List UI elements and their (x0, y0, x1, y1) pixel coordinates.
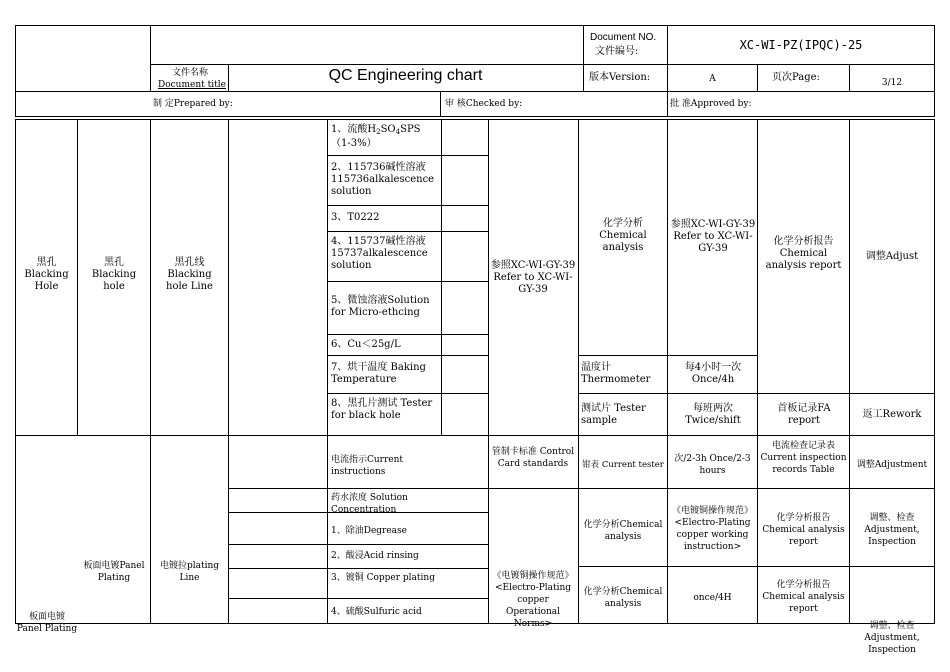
blacking-action-tester: 返工Rework (862, 409, 922, 420)
blacking-item-6: 6、Cu＜25g/L (331, 339, 401, 350)
blacking-record-tester: 首板记录FA report (777, 403, 831, 426)
plating-item-concentration: 药水浓度 Solution Concentration (331, 493, 408, 515)
doc-no-label-en: Document NO. (590, 32, 657, 43)
blacking-item-4: 4、115737碱性溶液 15737alkalescence solution (331, 236, 428, 271)
plating-chem-record-2: 化学分析报告 Chemical analysis report (762, 580, 845, 614)
page-label: 页次Page: (772, 72, 820, 83)
blacking-line: 黑孔线 Blacking hole Line (166, 257, 213, 292)
blacking-method-chem: 化学分析 Chemical analysis (599, 218, 647, 253)
blacking-standard: 参照XC-WI-GY-39 Refer to XC-WI-GY-39 (490, 260, 576, 295)
prepared-by: 制 定Prepared by: (153, 99, 233, 109)
doc-title-label-cn: 文件名称 (172, 68, 209, 78)
blacking-item-7: 7、烘干温度 Baking Temperature (331, 362, 426, 385)
plating-current-freq: 次/2-3h Once/2-3 hours (674, 454, 751, 476)
approved-by: 批 准Approved by: (670, 99, 752, 109)
plating-chem-standard: 《电镀铜操作规范》<Electro-Plating copper Operational Norms> (492, 571, 574, 629)
plating-current-standard: 管制卡标准 Control Card standards (491, 447, 575, 469)
blacking-record-chem: 化学分析报告 Chemical analysis report (765, 236, 842, 271)
plating-current-record: 电流检查记录表 Current inspection records Table (760, 441, 847, 475)
blacking-freq-thermo: 每4小时一次 Once/4h (684, 362, 742, 385)
doc-no-label-cn: 文件编号: (595, 46, 639, 57)
plating-item-3: 3、镀铜 Copper plating (331, 573, 435, 583)
plating-item-1: 1、除油Degrease (331, 526, 407, 536)
plating-chem-record-1: 化学分析报告 Chemical analysis report (762, 513, 845, 547)
plating-line: 电镀拉plating Line (159, 561, 220, 583)
blacking-item-3: 3、T0222 (331, 212, 380, 223)
doc-title-label-en: Document title (158, 80, 226, 90)
doc-no-value: XC-WI-PZ(IPQC)-25 (739, 38, 863, 52)
blacking-item-2: 2、115736碱性溶液 115736alkalescence solution (331, 162, 435, 197)
plating-current-item: 电流指示Current instructions (331, 455, 404, 477)
blacking-step: 黑孔 Blacking hole (91, 257, 137, 292)
plating-current-action: 调整Adjustment (856, 460, 928, 470)
plating-current-method: 钳表 Current tester (582, 460, 664, 470)
plating-item-4: 4、硫酸Sulfuric acid (331, 607, 422, 617)
blacking-item-8: 8、黑孔片测试 Tester for black hole (331, 398, 433, 421)
plating-chem-method-2: 化学分析Chemical analysis (583, 587, 663, 609)
plating-item-2: 2、酸浸Acid rinsing (331, 551, 419, 561)
blacking-action-chem: 调整Adjust (865, 251, 919, 262)
blacking-method-tester: 测试片 Tester sample (581, 403, 646, 426)
blacking-method-thermo: 温度计 Thermometer (581, 362, 651, 385)
blacking-process: 黑孔 Blacking Hole (24, 257, 69, 292)
plating-chem-freq-2: once/4H (693, 593, 732, 603)
blacking-freq-tester: 每班两次 Twice/shift (685, 403, 741, 426)
blacking-item-1: 1、流酸$H_2SO_4SPS(1-3\%)$ (331, 124, 421, 149)
blacking-freq-chem: 参照XC-WI-GY-39 Refer to XC-WI-GY-39 (670, 219, 756, 254)
doc-title: QC Engineering chart (328, 67, 483, 84)
plating-process: 板面电镀 Panel Plating (16, 612, 78, 634)
plating-chem-action-1: 调整、检查 Adjustment, Inspection (864, 513, 920, 547)
version-value: A (709, 74, 716, 84)
version-label: 版本Version: (589, 72, 651, 83)
plating-chem-action-2: 调整、检查 Adjustment, Inspection (864, 621, 920, 655)
plating-chem-freq-1: 《电镀铜操作规范》<Electro-Plating copper working instruction> (671, 506, 753, 552)
checked-by: 审 核Checked by: (445, 99, 523, 109)
blacking-item-5: 5、微蚀溶液Solution for Micro-ethcing (331, 295, 430, 318)
plating-step: 板面电镀Panel Plating (83, 561, 145, 583)
plating-chem-method-1: 化学分析Chemical analysis (583, 520, 663, 542)
page-value: 3/12 (881, 78, 903, 88)
